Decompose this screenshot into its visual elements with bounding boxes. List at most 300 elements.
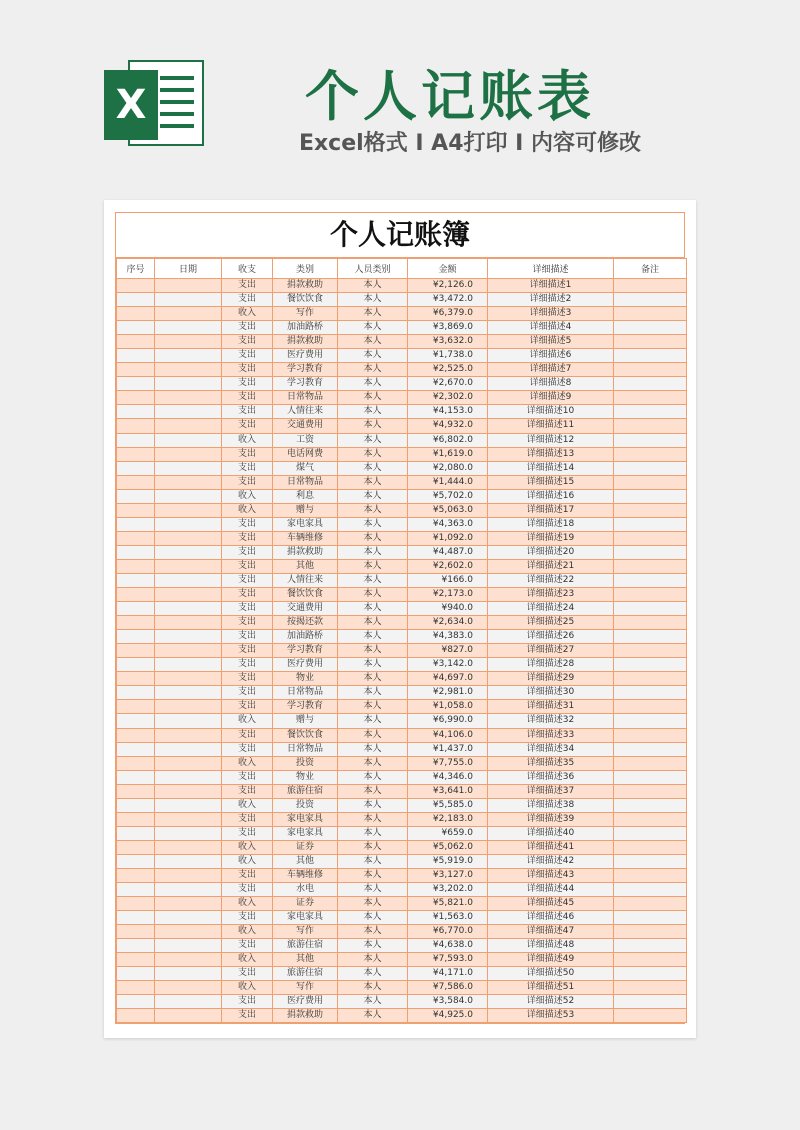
cell-col-person: 本人: [338, 728, 408, 742]
cell-col-person: 本人: [338, 307, 408, 321]
table-row: [117, 307, 687, 321]
cell-col-note: [614, 742, 687, 756]
cell-col-person: 本人: [338, 868, 408, 882]
cell-col-date: [155, 307, 222, 321]
cell-col-note: [614, 784, 687, 798]
cell-col-no: [117, 798, 155, 812]
cell-col-no: [117, 391, 155, 405]
cell-col-desc: 详细描述42: [488, 854, 614, 868]
cell-col-amount: ¥7,755.0: [408, 756, 488, 770]
cell-col-type: 支出: [222, 967, 273, 981]
cell-col-person: 本人: [338, 335, 408, 349]
cell-col-category: 学习教育: [273, 363, 338, 377]
cell-col-type: 支出: [222, 559, 273, 573]
table-row: [117, 756, 687, 770]
table-row: [117, 475, 687, 489]
cell-col-category: 日常物品: [273, 742, 338, 756]
table-row: [117, 897, 687, 911]
cell-col-note: [614, 995, 687, 1009]
cell-col-type: 支出: [222, 644, 273, 658]
cell-col-desc: 详细描述8: [488, 377, 614, 391]
cell-col-desc: 详细描述50: [488, 967, 614, 981]
cell-col-person: 本人: [338, 854, 408, 868]
table-row: [117, 840, 687, 854]
cell-col-person: 本人: [338, 447, 408, 461]
cell-col-amount: ¥827.0: [408, 644, 488, 658]
cell-col-amount: ¥6,770.0: [408, 925, 488, 939]
cell-col-amount: ¥4,153.0: [408, 405, 488, 419]
table-row: [117, 602, 687, 616]
cell-col-no: [117, 321, 155, 335]
header-col-date: 日期: [155, 259, 222, 279]
cell-col-category: 日常物品: [273, 686, 338, 700]
cell-col-date: [155, 321, 222, 335]
cell-col-desc: 详细描述37: [488, 784, 614, 798]
table-row: [117, 461, 687, 475]
cell-col-type: 收入: [222, 756, 273, 770]
cell-col-type: 收入: [222, 953, 273, 967]
cell-col-amount: ¥2,981.0: [408, 686, 488, 700]
cell-col-desc: 详细描述10: [488, 405, 614, 419]
cell-col-category: 捐款救助: [273, 1009, 338, 1023]
cell-col-amount: ¥1,738.0: [408, 349, 488, 363]
table-row: [117, 503, 687, 517]
cell-col-desc: 详细描述52: [488, 995, 614, 1009]
table-row: [117, 911, 687, 925]
cell-col-date: [155, 995, 222, 1009]
cell-col-category: 餐饮饮食: [273, 728, 338, 742]
cell-col-desc: 详细描述47: [488, 925, 614, 939]
cell-col-desc: 详细描述1: [488, 279, 614, 293]
cell-col-type: 支出: [222, 1009, 273, 1023]
cell-col-date: [155, 714, 222, 728]
cell-col-no: [117, 854, 155, 868]
table-row: [117, 686, 687, 700]
cell-col-no: [117, 700, 155, 714]
cell-col-note: [614, 475, 687, 489]
table-row: [117, 616, 687, 630]
cell-col-category: 捐款救助: [273, 545, 338, 559]
cell-col-desc: 详细描述21: [488, 559, 614, 573]
cell-col-desc: 详细描述31: [488, 700, 614, 714]
cell-col-type: 支出: [222, 630, 273, 644]
cell-col-amount: ¥3,641.0: [408, 784, 488, 798]
table-row: [117, 658, 687, 672]
cell-col-desc: 详细描述17: [488, 503, 614, 517]
cell-col-category: 其他: [273, 559, 338, 573]
cell-col-desc: 详细描述28: [488, 658, 614, 672]
cell-col-no: [117, 883, 155, 897]
cell-col-no: [117, 1009, 155, 1023]
cell-col-amount: ¥659.0: [408, 826, 488, 840]
cell-col-category: 餐饮饮食: [273, 588, 338, 602]
cell-col-desc: 详细描述36: [488, 770, 614, 784]
cell-col-type: 收入: [222, 307, 273, 321]
cell-col-amount: ¥2,525.0: [408, 363, 488, 377]
ledger-sheet: [115, 212, 685, 1024]
cell-col-note: [614, 573, 687, 587]
table-row: [117, 826, 687, 840]
cell-col-type: 支出: [222, 995, 273, 1009]
cell-col-amount: ¥4,932.0: [408, 419, 488, 433]
cell-col-category: 旅游住宿: [273, 939, 338, 953]
cell-col-desc: 详细描述32: [488, 714, 614, 728]
cell-col-date: [155, 854, 222, 868]
cell-col-person: 本人: [338, 840, 408, 854]
cell-col-no: [117, 742, 155, 756]
cell-col-category: 其他: [273, 854, 338, 868]
cell-col-category: 家电家具: [273, 911, 338, 925]
cell-col-date: [155, 1009, 222, 1023]
cell-col-category: 赠与: [273, 714, 338, 728]
cell-col-note: [614, 405, 687, 419]
cell-col-type: 收入: [222, 489, 273, 503]
cell-col-amount: ¥6,802.0: [408, 433, 488, 447]
cell-col-no: [117, 840, 155, 854]
cell-col-category: 写作: [273, 981, 338, 995]
table-row: [117, 728, 687, 742]
table-row: [117, 784, 687, 798]
cell-col-amount: ¥1,092.0: [408, 531, 488, 545]
cell-col-person: 本人: [338, 700, 408, 714]
cell-col-desc: 详细描述26: [488, 630, 614, 644]
table-row: [117, 630, 687, 644]
cell-col-category: 学习教育: [273, 644, 338, 658]
cell-col-no: [117, 672, 155, 686]
cell-col-person: 本人: [338, 363, 408, 377]
cell-col-category: 旅游住宿: [273, 784, 338, 798]
header-col-person: 人员类别: [338, 259, 408, 279]
cell-col-person: 本人: [338, 588, 408, 602]
cell-col-type: 支出: [222, 531, 273, 545]
cell-col-person: 本人: [338, 925, 408, 939]
cell-col-type: 支出: [222, 419, 273, 433]
cell-col-note: [614, 391, 687, 405]
cell-col-amount: ¥1,437.0: [408, 742, 488, 756]
cell-col-category: 证券: [273, 840, 338, 854]
cell-col-note: [614, 826, 687, 840]
cell-col-note: [614, 967, 687, 981]
cell-col-category: 写作: [273, 307, 338, 321]
cell-col-type: 收入: [222, 925, 273, 939]
cell-col-date: [155, 602, 222, 616]
cell-col-amount: ¥2,183.0: [408, 812, 488, 826]
table-row: [117, 700, 687, 714]
cell-col-type: 支出: [222, 868, 273, 882]
table-row: [117, 967, 687, 981]
cell-col-category: 加油路桥: [273, 630, 338, 644]
cell-col-note: [614, 883, 687, 897]
table-row: [117, 953, 687, 967]
cell-col-type: 支出: [222, 588, 273, 602]
table-row: [117, 644, 687, 658]
cell-col-note: [614, 897, 687, 911]
cell-col-category: 其他: [273, 953, 338, 967]
cell-col-date: [155, 405, 222, 419]
cell-col-type: 支出: [222, 770, 273, 784]
cell-col-type: 支出: [222, 335, 273, 349]
cell-col-type: 支出: [222, 545, 273, 559]
cell-col-desc: 详细描述33: [488, 728, 614, 742]
cell-col-amount: ¥3,632.0: [408, 335, 488, 349]
cell-col-desc: 详细描述5: [488, 335, 614, 349]
table-row: [117, 742, 687, 756]
table-row: [117, 672, 687, 686]
table-row: [117, 812, 687, 826]
sheet-title: 个人记账簿: [116, 213, 684, 258]
cell-col-type: 支出: [222, 447, 273, 461]
cell-col-type: 支出: [222, 742, 273, 756]
cell-col-date: [155, 588, 222, 602]
cell-col-person: 本人: [338, 433, 408, 447]
table-row: [117, 714, 687, 728]
cell-col-type: 收入: [222, 897, 273, 911]
table-row: [117, 854, 687, 868]
cell-col-person: 本人: [338, 770, 408, 784]
banner-subtitle: Excel格式 I A4打印 I 内容可修改: [298, 131, 642, 156]
cell-col-date: [155, 531, 222, 545]
cell-col-amount: ¥6,379.0: [408, 307, 488, 321]
cell-col-person: 本人: [338, 531, 408, 545]
cell-col-category: 物业: [273, 672, 338, 686]
cell-col-no: [117, 925, 155, 939]
cell-col-note: [614, 756, 687, 770]
cell-col-amount: ¥1,444.0: [408, 475, 488, 489]
table-row: [117, 939, 687, 953]
cell-col-person: 本人: [338, 517, 408, 531]
cell-col-no: [117, 812, 155, 826]
cell-col-note: [614, 953, 687, 967]
cell-col-no: [117, 756, 155, 770]
cell-col-note: [614, 1009, 687, 1023]
cell-col-date: [155, 461, 222, 475]
cell-col-date: [155, 756, 222, 770]
cell-col-desc: 详细描述34: [488, 742, 614, 756]
cell-col-note: [614, 714, 687, 728]
cell-col-no: [117, 363, 155, 377]
cell-col-amount: ¥4,171.0: [408, 967, 488, 981]
cell-col-desc: 详细描述12: [488, 433, 614, 447]
cell-col-category: 投资: [273, 756, 338, 770]
cell-col-person: 本人: [338, 377, 408, 391]
cell-col-category: 家电家具: [273, 826, 338, 840]
cell-col-category: 学习教育: [273, 700, 338, 714]
cell-col-person: 本人: [338, 714, 408, 728]
cell-col-no: [117, 307, 155, 321]
header-col-category: 类别: [273, 259, 338, 279]
cell-col-desc: 详细描述3: [488, 307, 614, 321]
cell-col-no: [117, 461, 155, 475]
cell-col-no: [117, 517, 155, 531]
cell-col-person: 本人: [338, 419, 408, 433]
table-row: [117, 798, 687, 812]
cell-col-amount: ¥166.0: [408, 573, 488, 587]
cell-col-category: 家电家具: [273, 517, 338, 531]
cell-col-note: [614, 672, 687, 686]
cell-col-note: [614, 307, 687, 321]
table-row: [117, 321, 687, 335]
cell-col-no: [117, 602, 155, 616]
cell-col-desc: 详细描述24: [488, 602, 614, 616]
cell-col-type: 收入: [222, 714, 273, 728]
cell-col-date: [155, 419, 222, 433]
cell-col-type: 收入: [222, 798, 273, 812]
table-row: [117, 405, 687, 419]
cell-col-no: [117, 503, 155, 517]
cell-col-category: 交通费用: [273, 602, 338, 616]
table-header-row: [117, 259, 687, 279]
cell-col-desc: 详细描述46: [488, 911, 614, 925]
cell-col-desc: 详细描述4: [488, 321, 614, 335]
cell-col-date: [155, 559, 222, 573]
cell-col-no: [117, 531, 155, 545]
cell-col-type: 支出: [222, 616, 273, 630]
table-row: [117, 883, 687, 897]
cell-col-note: [614, 363, 687, 377]
cell-col-amount: ¥4,363.0: [408, 517, 488, 531]
cell-col-person: 本人: [338, 939, 408, 953]
cell-col-amount: ¥4,346.0: [408, 770, 488, 784]
cell-col-type: 收入: [222, 503, 273, 517]
cell-col-category: 交通费用: [273, 419, 338, 433]
cell-col-category: 写作: [273, 925, 338, 939]
cell-col-desc: 详细描述19: [488, 531, 614, 545]
table-row: [117, 981, 687, 995]
cell-col-amount: ¥940.0: [408, 602, 488, 616]
cell-col-note: [614, 489, 687, 503]
cell-col-date: [155, 349, 222, 363]
cell-col-date: [155, 335, 222, 349]
document-page: [104, 200, 696, 1038]
cell-col-note: [614, 545, 687, 559]
cell-col-no: [117, 784, 155, 798]
cell-col-amount: ¥5,062.0: [408, 840, 488, 854]
cell-col-amount: ¥6,990.0: [408, 714, 488, 728]
cell-col-person: 本人: [338, 672, 408, 686]
table-row: [117, 433, 687, 447]
cell-col-no: [117, 419, 155, 433]
cell-col-person: 本人: [338, 798, 408, 812]
cell-col-note: [614, 503, 687, 517]
cell-col-note: [614, 602, 687, 616]
cell-col-date: [155, 391, 222, 405]
cell-col-date: [155, 897, 222, 911]
cell-col-no: [117, 447, 155, 461]
cell-col-no: [117, 967, 155, 981]
header-col-desc: 详细描述: [488, 259, 614, 279]
cell-col-date: [155, 967, 222, 981]
cell-col-desc: 详细描述48: [488, 939, 614, 953]
cell-col-no: [117, 349, 155, 363]
cell-col-type: 支出: [222, 461, 273, 475]
cell-col-date: [155, 475, 222, 489]
cell-col-date: [155, 883, 222, 897]
cell-col-desc: 详细描述41: [488, 840, 614, 854]
cell-col-type: 支出: [222, 279, 273, 293]
cell-col-person: 本人: [338, 911, 408, 925]
cell-col-desc: 详细描述49: [488, 953, 614, 967]
table-row: [117, 868, 687, 882]
cell-col-person: 本人: [338, 658, 408, 672]
table-row: [117, 391, 687, 405]
cell-col-type: 收入: [222, 433, 273, 447]
cell-col-amount: ¥4,487.0: [408, 545, 488, 559]
cell-col-desc: 详细描述13: [488, 447, 614, 461]
cell-col-date: [155, 798, 222, 812]
cell-col-amount: ¥3,202.0: [408, 883, 488, 897]
cell-col-category: 利息: [273, 489, 338, 503]
table-row: [117, 293, 687, 307]
cell-col-type: 支出: [222, 517, 273, 531]
cell-col-date: [155, 545, 222, 559]
cell-col-amount: ¥3,127.0: [408, 868, 488, 882]
cell-col-person: 本人: [338, 1009, 408, 1023]
cell-col-amount: ¥2,126.0: [408, 279, 488, 293]
cell-col-person: 本人: [338, 475, 408, 489]
cell-col-note: [614, 812, 687, 826]
cell-col-desc: 详细描述7: [488, 363, 614, 377]
cell-col-amount: ¥4,106.0: [408, 728, 488, 742]
cell-col-desc: 详细描述53: [488, 1009, 614, 1023]
cell-col-type: 支出: [222, 700, 273, 714]
cell-col-no: [117, 616, 155, 630]
cell-col-type: 支出: [222, 658, 273, 672]
table-row: [117, 517, 687, 531]
table-row: [117, 363, 687, 377]
cell-col-note: [614, 433, 687, 447]
cell-col-note: [614, 770, 687, 784]
cell-col-date: [155, 770, 222, 784]
cell-col-type: 支出: [222, 911, 273, 925]
cell-col-category: 加油路桥: [273, 321, 338, 335]
table-row: [117, 419, 687, 433]
cell-col-desc: 详细描述11: [488, 419, 614, 433]
cell-col-category: 电话网费: [273, 447, 338, 461]
cell-col-date: [155, 826, 222, 840]
cell-col-note: [614, 279, 687, 293]
cell-col-desc: 详细描述38: [488, 798, 614, 812]
cell-col-category: 证券: [273, 897, 338, 911]
cell-col-person: 本人: [338, 573, 408, 587]
cell-col-type: 支出: [222, 826, 273, 840]
cell-col-desc: 详细描述23: [488, 588, 614, 602]
cell-col-no: [117, 658, 155, 672]
cell-col-category: 医疗费用: [273, 658, 338, 672]
cell-col-desc: 详细描述18: [488, 517, 614, 531]
cell-col-note: [614, 798, 687, 812]
cell-col-person: 本人: [338, 686, 408, 700]
cell-col-person: 本人: [338, 293, 408, 307]
banner-title: 个人记账表: [305, 65, 595, 128]
table-row: [117, 1009, 687, 1023]
cell-col-person: 本人: [338, 630, 408, 644]
cell-col-date: [155, 279, 222, 293]
cell-col-amount: ¥4,925.0: [408, 1009, 488, 1023]
cell-col-note: [614, 588, 687, 602]
cell-col-no: [117, 911, 155, 925]
cell-col-person: 本人: [338, 405, 408, 419]
cell-col-person: 本人: [338, 559, 408, 573]
cell-col-person: 本人: [338, 489, 408, 503]
cell-col-note: [614, 939, 687, 953]
cell-col-person: 本人: [338, 995, 408, 1009]
cell-col-person: 本人: [338, 742, 408, 756]
cell-col-note: [614, 728, 687, 742]
cell-col-date: [155, 644, 222, 658]
cell-col-no: [117, 826, 155, 840]
cell-col-person: 本人: [338, 349, 408, 363]
cell-col-category: 捐款救助: [273, 335, 338, 349]
